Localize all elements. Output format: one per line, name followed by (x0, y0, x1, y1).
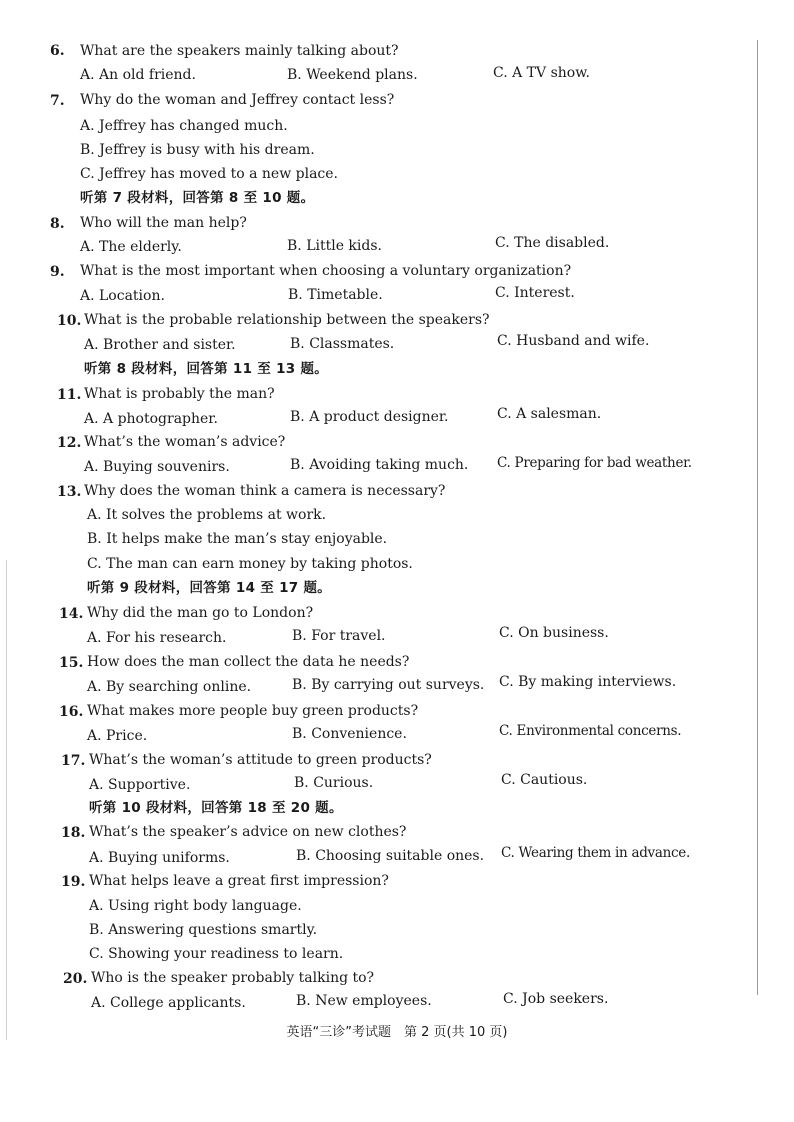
option-a: A. Price. (87, 728, 148, 744)
option-c: C. Interest. (495, 285, 575, 301)
question-stem: What’s the woman’s attitude to green products? (89, 752, 432, 768)
option-a: A. Jeffrey has changed much. (80, 118, 288, 134)
option-b: B. A product designer. (290, 409, 449, 425)
question-stem: How does the man collect the data he needs? (87, 654, 410, 670)
option-b: B. By carrying out surveys. (292, 677, 485, 693)
question-number: 18. (61, 825, 86, 841)
question-number: 16. (59, 704, 84, 720)
section-heading-8: 听第 8 段材料，回答第 11 至 13 题。 (84, 361, 329, 377)
option-a: A. Supportive. (89, 777, 191, 793)
question-stem: Who will the man help? (80, 215, 247, 231)
question-stem: What is the most important when choosing a voluntary organization? (80, 263, 572, 279)
option-c: C. Preparing for bad weather. (497, 455, 692, 471)
option-a: A. Using right body language. (89, 898, 302, 914)
page-edge-rule (757, 40, 758, 995)
question-stem: Why does the woman think a camera is necessary? (84, 483, 446, 499)
option-a: A. A photographer. (84, 411, 218, 427)
section-heading-9: 听第 9 段材料，回答第 14 至 17 题。 (87, 580, 332, 596)
question-number: 8. (50, 216, 65, 232)
question-stem: What makes more people buy green products? (87, 703, 419, 719)
section-heading-10: 听第 10 段材料，回答第 18 至 20 题。 (89, 800, 343, 816)
option-c: C. Job seekers. (503, 991, 609, 1007)
option-c: C. By making interviews. (499, 674, 677, 690)
option-c: C. Husband and wife. (497, 333, 650, 349)
option-c: C. The disabled. (495, 235, 610, 251)
option-a: A. Buying uniforms. (89, 850, 230, 866)
option-b: B. Avoiding taking much. (290, 457, 469, 473)
option-b: B. It helps make the man’s stay enjoyable. (87, 531, 388, 547)
question-number: 10. (57, 313, 82, 329)
option-a: A. Location. (80, 288, 165, 304)
option-b: B. Choosing suitable ones. (296, 848, 485, 864)
question-stem: What is probably the man? (84, 386, 275, 402)
question-number: 12. (57, 435, 82, 451)
option-a: A. An old friend. (80, 67, 196, 83)
option-a: A. By searching online. (87, 679, 252, 695)
question-number: 20. (63, 971, 88, 987)
option-a: A. College applicants. (91, 995, 246, 1011)
option-c: C. Environmental concerns. (499, 723, 682, 739)
option-c: C. A salesman. (497, 406, 602, 422)
option-a: A. It solves the problems at work. (87, 507, 327, 523)
option-b: B. Jeffrey is busy with his dream. (80, 142, 315, 158)
option-c: C. Showing your readiness to learn. (89, 946, 344, 962)
option-c: C. Wearing them in advance. (501, 845, 690, 861)
question-number: 9. (50, 264, 65, 280)
option-b: B. Answering questions smartly. (89, 922, 318, 938)
option-b: B. Little kids. (287, 238, 382, 254)
option-c: C. A TV show. (493, 65, 590, 81)
option-c: C. Jeffrey has moved to a new place. (80, 166, 339, 182)
question-number: 19. (61, 874, 86, 890)
option-c: C. The man can earn money by taking photos. (87, 556, 413, 572)
question-stem: Who is the speaker probably talking to? (91, 970, 375, 986)
question-number: 13. (57, 484, 82, 500)
question-number: 17. (61, 753, 86, 769)
page-footer: 英语“三诊”考试题 第 2 页(共 10 页) (286, 1025, 508, 1040)
question-stem: What is the probable relationship between the speakers? (84, 312, 490, 328)
option-a: A. Brother and sister. (84, 337, 236, 353)
option-b: B. Curious. (294, 775, 374, 791)
question-number: 7. (50, 93, 65, 109)
question-stem: What helps leave a great first impression? (89, 873, 389, 889)
option-b: B. New employees. (296, 993, 432, 1009)
option-c: C. Cautious. (501, 772, 588, 788)
option-b: B. Convenience. (292, 726, 407, 742)
question-number: 15. (59, 655, 84, 671)
option-b: B. Timetable. (288, 287, 383, 303)
option-a: A. Buying souvenirs. (84, 459, 230, 475)
question-stem: What’s the woman’s advice? (84, 434, 286, 450)
question-stem: Why do the woman and Jeffrey contact less? (80, 92, 395, 108)
question-stem: What are the speakers mainly talking about? (80, 43, 399, 59)
option-b: B. Weekend plans. (287, 67, 418, 83)
section-heading-7: 听第 7 段材料，回答第 8 至 10 题。 (80, 190, 315, 206)
question-number: 6. (50, 43, 65, 59)
option-c: C. On business. (499, 625, 609, 641)
page-edge-rule-left (6, 560, 7, 1040)
question-number: 14. (59, 606, 84, 622)
question-stem: What’s the speaker’s advice on new clothes? (89, 824, 407, 840)
option-b: B. Classmates. (290, 336, 395, 352)
question-stem: Why did the man go to London? (87, 605, 314, 621)
option-a: A. The elderly. (80, 239, 182, 255)
option-b: B. For travel. (292, 628, 386, 644)
option-a: A. For his research. (87, 630, 227, 646)
question-number: 11. (57, 387, 82, 403)
